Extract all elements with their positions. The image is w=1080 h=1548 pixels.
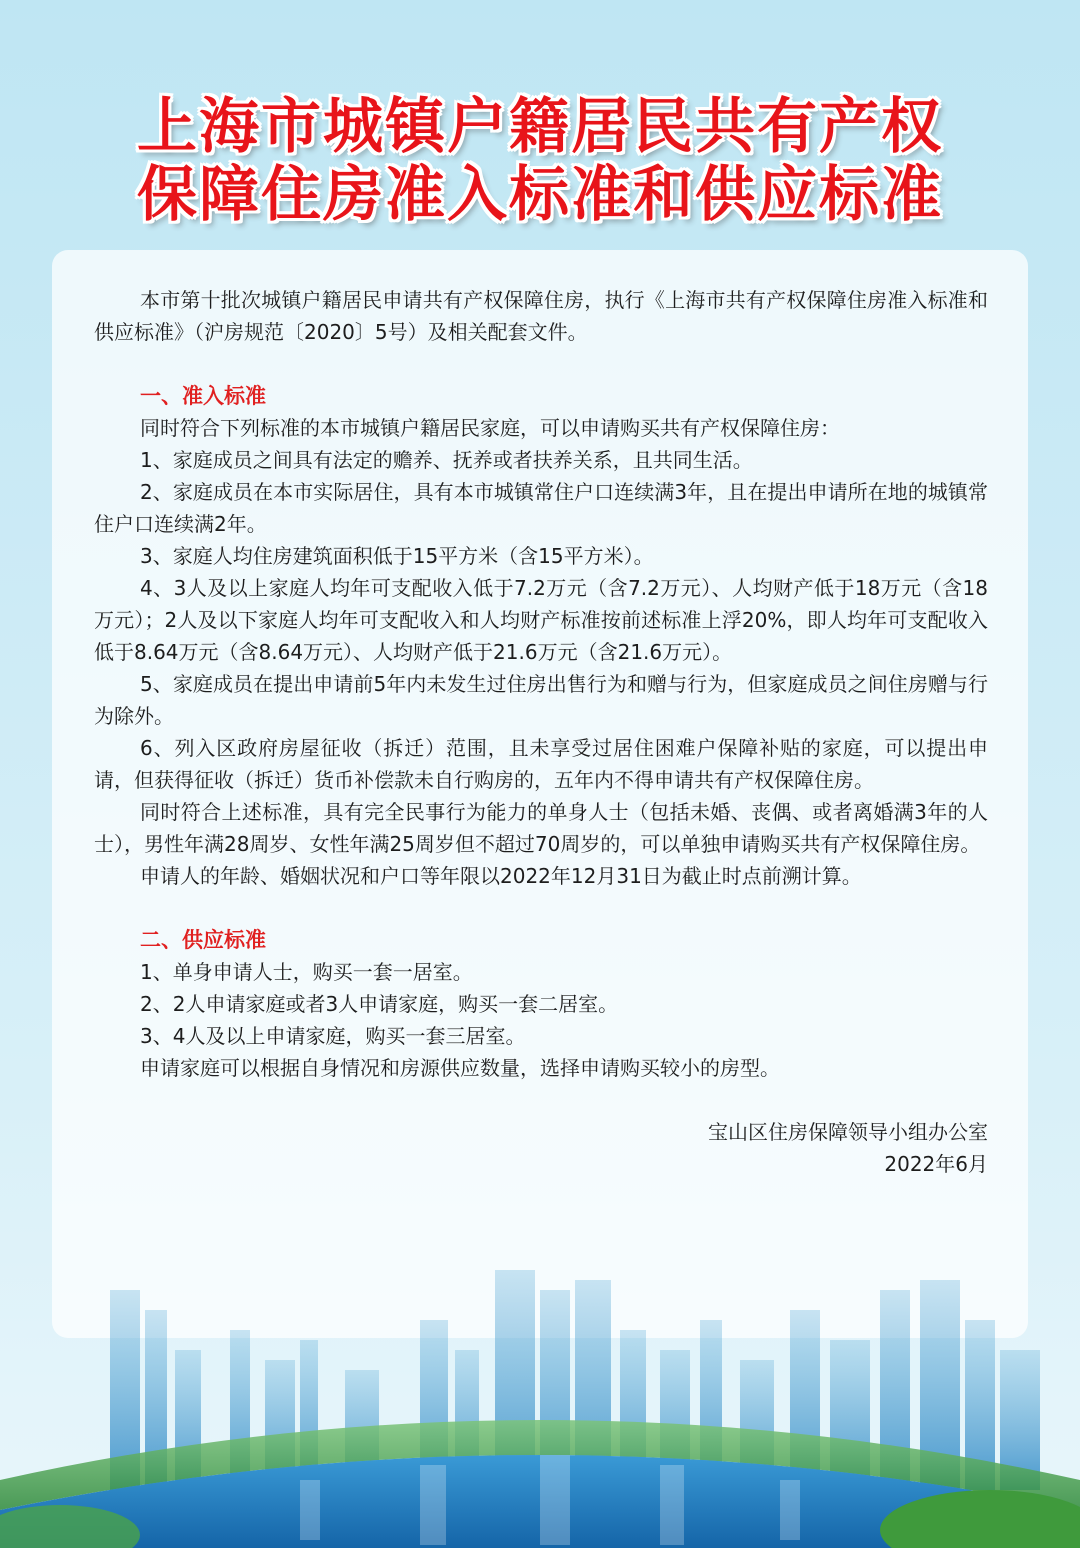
poster-title-line1: 上海市城镇户籍居民共有产权 [137, 92, 943, 162]
section2-heading: 二、供应标准 [140, 928, 266, 952]
notice-body [94, 284, 988, 1180]
section2-note: 申请家庭可以根据自身情况和房源供应数量，选择申请购买较小的房型。 [140, 1056, 780, 1080]
section2-item-1: 1、单身申请人士，购买一套一居室。 [140, 960, 473, 984]
city-skyline-illustration [0, 1250, 1080, 1548]
section1-heading: 一、准入标准 [140, 384, 266, 408]
section1-item-2: 2、家庭成员在本市实际居住，具有本市城镇常住户口连续满3年，且在提出申请所在地的城镇常住户口连续满2年。 [94, 480, 988, 536]
cutoff-paragraph: 申请人的年龄、婚姻状况和户口等年限以2022年12月31日为截止时点前溯计算。 [140, 864, 862, 888]
section2-item-3: 3、4人及以上申请家庭，购买一套三居室。 [140, 1024, 526, 1048]
signature-org: 宝山区住房保障领导小组办公室 [708, 1120, 988, 1144]
section1-item-5: 5、家庭成员在提出申请前5年内未发生过住房出售行为和赠与行为，但家庭成员之间住房赠与行为除外。 [94, 672, 988, 728]
single-applicant-paragraph: 同时符合上述标准，具有完全民事行为能力的单身人士（包括未婚、丧偶、或者离婚满3年的人士），男性年满28周岁、女性年满25周岁但不超过70周岁的，可以单独申请购买共有产权保障住房。 [94, 800, 988, 856]
poster-title-line2: 保障住房准入标准和供应标准 [137, 160, 943, 230]
section1-item-3: 3、家庭人均住房建筑面积低于15平方米（含15平方米）。 [140, 544, 654, 568]
signature-date: 2022年6月 [884, 1152, 988, 1176]
section1-item-1: 1、家庭成员之间具有法定的赡养、抚养或者扶养关系，且共同生活。 [140, 448, 753, 472]
section1-item-6: 6、列入区政府房屋征收（拆迁）范围，且未享受过居住困难户保障补贴的家庭，可以提出申请，但获得征收（拆迁）货币补偿款未自行购房的，五年内不得申请共有产权保障住房。 [94, 736, 988, 792]
section1-item-4: 4、3人及以上家庭人均年可支配收入低于7.2万元（含7.2万元）、人均财产低于18万元（含18万元）；2人及以下家庭人均年可支配收入和人均财产标准按前述标准上浮20%，即人均年可支配收入低于8.64万元（含8.64万元）、人均财产低于21.6万元（含21.6万元）。 [94, 576, 988, 664]
section2-item-2: 2、2人申请家庭或者3人申请家庭，购买一套二居室。 [140, 992, 619, 1016]
intro-paragraph: 本市第十批次城镇户籍居民申请共有产权保障住房，执行《上海市共有产权保障住房准入标准和供应标准》（沪房规范〔2020〕5号）及相关配套文件。 [94, 288, 988, 344]
section1-lead: 同时符合下列标准的本市城镇户籍居民家庭，可以申请购买共有产权保障住房： [140, 416, 840, 440]
